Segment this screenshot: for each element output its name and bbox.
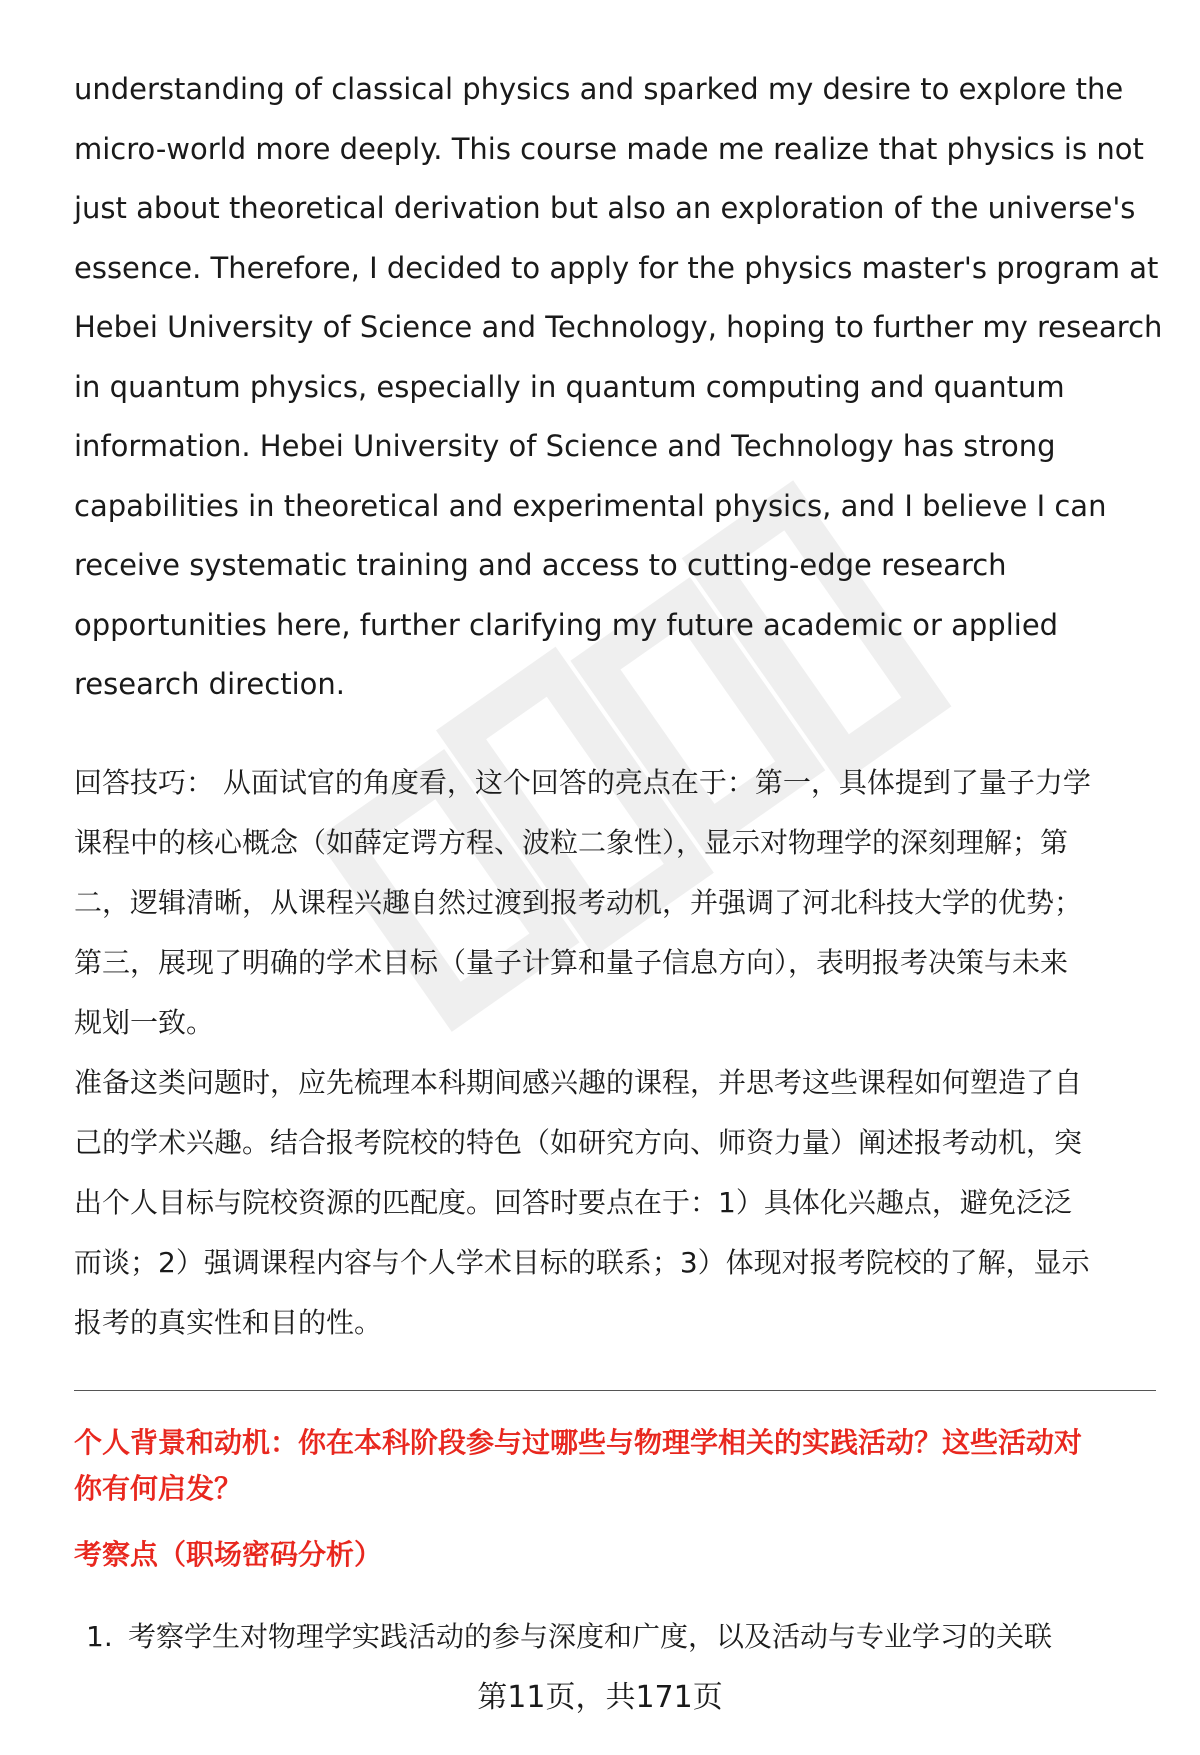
text-line: 规划一致。 [74,1005,215,1039]
text-line: receive systematic training and access to cutting-edge research [74,548,1007,582]
list-item-number: 1. [86,1620,113,1653]
text-line: 回答技巧： 从面试官的角度看，这个回答的亮点在于：第一，具体提到了量子力学 [74,765,1091,799]
text-line: micro-world more deeply. This course made me realize that physics is not [74,131,1144,166]
text-line: essence. Therefore, I decided to apply for the physics master's program at [74,250,1159,285]
list-item [86,1614,1052,1660]
page-number-footer: 第11页，共171页 [477,1680,723,1715]
text-line: Hebei University of Science and Technology, hoping to further my research [74,310,1163,344]
question-line: 个人背景和动机：你在本科阶段参与过哪些与物理学相关的实践活动？这些活动对 [74,1426,1083,1459]
text-line: 己的学术兴趣。结合报考院校的特色（如研究方向、师资力量）阐述报考动机，突 [74,1125,1083,1159]
text-line: understanding of classical physics and sparked my desire to explore the [74,72,1124,106]
text-line: 第三，展现了明确的学术目标（量子计算和量子信息方向），表明报考决策与未来 [74,945,1069,979]
text-line: 二，逻辑清晰，从课程兴趣自然过渡到报考动机，并强调了河北科技大学的优势； [74,885,1083,919]
page-content [74,60,1163,1353]
text-line: 出个人目标与院校资源的匹配度。回答时要点在于：1）具体化兴趣点，避免泛泛 [74,1185,1072,1219]
english-paragraph [74,60,1163,715]
section-divider [74,1390,1156,1391]
text-line: 课程中的核心概念（如薛定谔方程、波粒二象性），显示对物理学的深刻理解；第 [74,825,1069,859]
text-line: 准备这类问题时，应先梳理本科期间感兴趣的课程，并思考这些课程如何塑造了自 [74,1065,1083,1099]
text-line: 而谈；2）强调课程内容与个人学术目标的联系；3）体现对报考院校的了解，显示 [74,1245,1090,1279]
text-line: in quantum physics, especially in quantum computing and quantum [74,369,1065,404]
list-item-text: 考察学生对物理学实践活动的参与深度和广度，以及活动与专业学习的关联 [128,1620,1053,1653]
text-line: just about theoretical derivation but also an exploration of the universe's [74,191,1136,225]
text-line: capabilities in theoretical and experimental physics, and I believe I can [74,488,1107,523]
text-line: research direction. [74,667,345,701]
text-line: information. Hebei University of Science and Technology has strong [74,429,1056,463]
text-line: opportunities here, further clarifying my future academic or applied [74,607,1059,642]
assessment-heading: 考察点（职场密码分析） [74,1538,383,1571]
answer-tip-paragraph [74,753,1154,1053]
question-heading [74,1420,1082,1512]
text-line: 报考的真实性和目的性。 [74,1305,383,1339]
preparation-tip-paragraph [74,1053,1154,1353]
question-line: 你有何启发？ [74,1472,243,1505]
